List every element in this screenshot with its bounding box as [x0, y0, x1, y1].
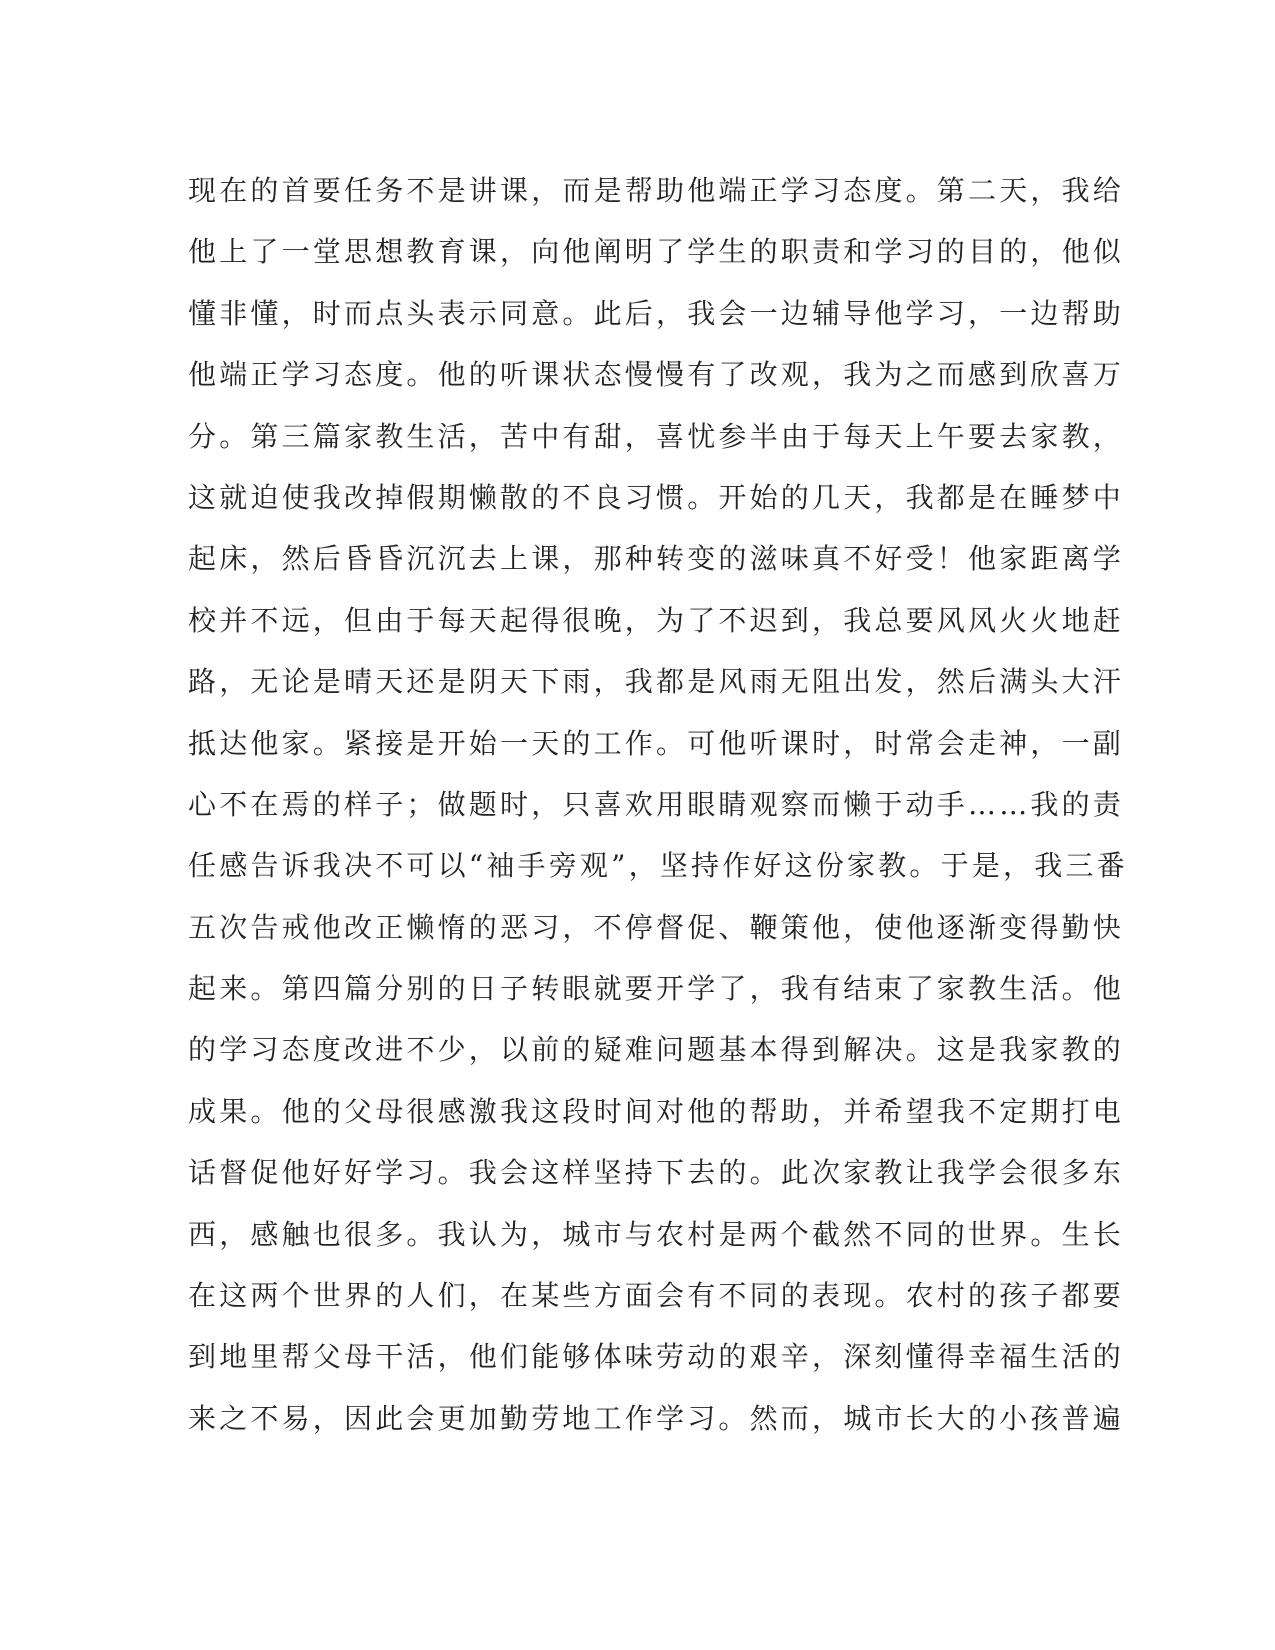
text-line: 在这两个世界的人们，在某些方面会有不同的表现。农村的孩子都要 [188, 1279, 1125, 1313]
text-line: 成果。他的父母很感激我这段时间对他的帮助，并希望我不定期打电 [188, 1094, 1125, 1128]
text-line: 他上了一堂思想教育课，向他阐明了学生的职责和学习的目的，他似 [188, 235, 1125, 269]
text-line: 起床，然后昏昏沉沉去上课，那种转变的滋味真不好受！他家距离学 [188, 542, 1125, 576]
text-line: 心不在焉的样子；做题时，只喜欢用眼睛观察而懒于动手……我的责 [188, 787, 1125, 821]
text-line: 的学习态度改进不少，以前的疑难问题基本得到解决。这是我家教的 [188, 1033, 1125, 1067]
text-line: 任感告诉我决不可以“袖手旁观”，坚持作好这份家教。于是，我三番 [188, 849, 1128, 883]
text-line: 五次告戒他改正懒惰的恶习，不停督促、鞭策他，使他逐渐变得勤快 [188, 910, 1125, 944]
text-line: 到地里帮父母干活，他们能够体味劳动的艰辛，深刻懂得幸福生活的 [188, 1340, 1125, 1374]
text-line: 西，感触也很多。我认为，城市与农村是两个截然不同的世界。生长 [188, 1217, 1125, 1251]
text-line: 分。第三篇家教生活，苦中有甜，喜忧参半由于每天上午要去家教， [188, 419, 1125, 453]
text-line: 这就迫使我改掉假期懒散的不良习惯。开始的几天，我都是在睡梦中 [188, 480, 1125, 514]
text-line: 来之不易，因此会更加勤劳地工作学习。然而，城市长大的小孩普遍 [188, 1401, 1125, 1435]
text-line: 他端正学习态度。他的听课状态慢慢有了改观，我为之而感到欣喜万 [188, 358, 1125, 392]
text-line: 懂非懂，时而点头表示同意。此后，我会一边辅导他学习，一边帮助 [188, 296, 1125, 330]
text-line: 路，无论是晴天还是阴天下雨，我都是风雨无阻出发，然后满头大汗 [188, 665, 1125, 699]
body-text [188, 160, 1128, 1449]
text-line: 校并不远，但由于每天起得很晚，为了不迟到，我总要风风火火地赶 [188, 603, 1125, 637]
text-line: 话督促他好好学习。我会这样坚持下去的。此次家教让我学会很多东 [188, 1156, 1125, 1190]
text-line: 起来。第四篇分别的日子转眼就要开学了，我有结束了家教生活。他 [188, 972, 1125, 1006]
text-line: 抵达他家。紧接是开始一天的工作。可他听课时，时常会走神，一副 [188, 726, 1125, 760]
text-line: 现在的首要任务不是讲课，而是帮助他端正学习态度。第二天，我给 [188, 174, 1125, 207]
